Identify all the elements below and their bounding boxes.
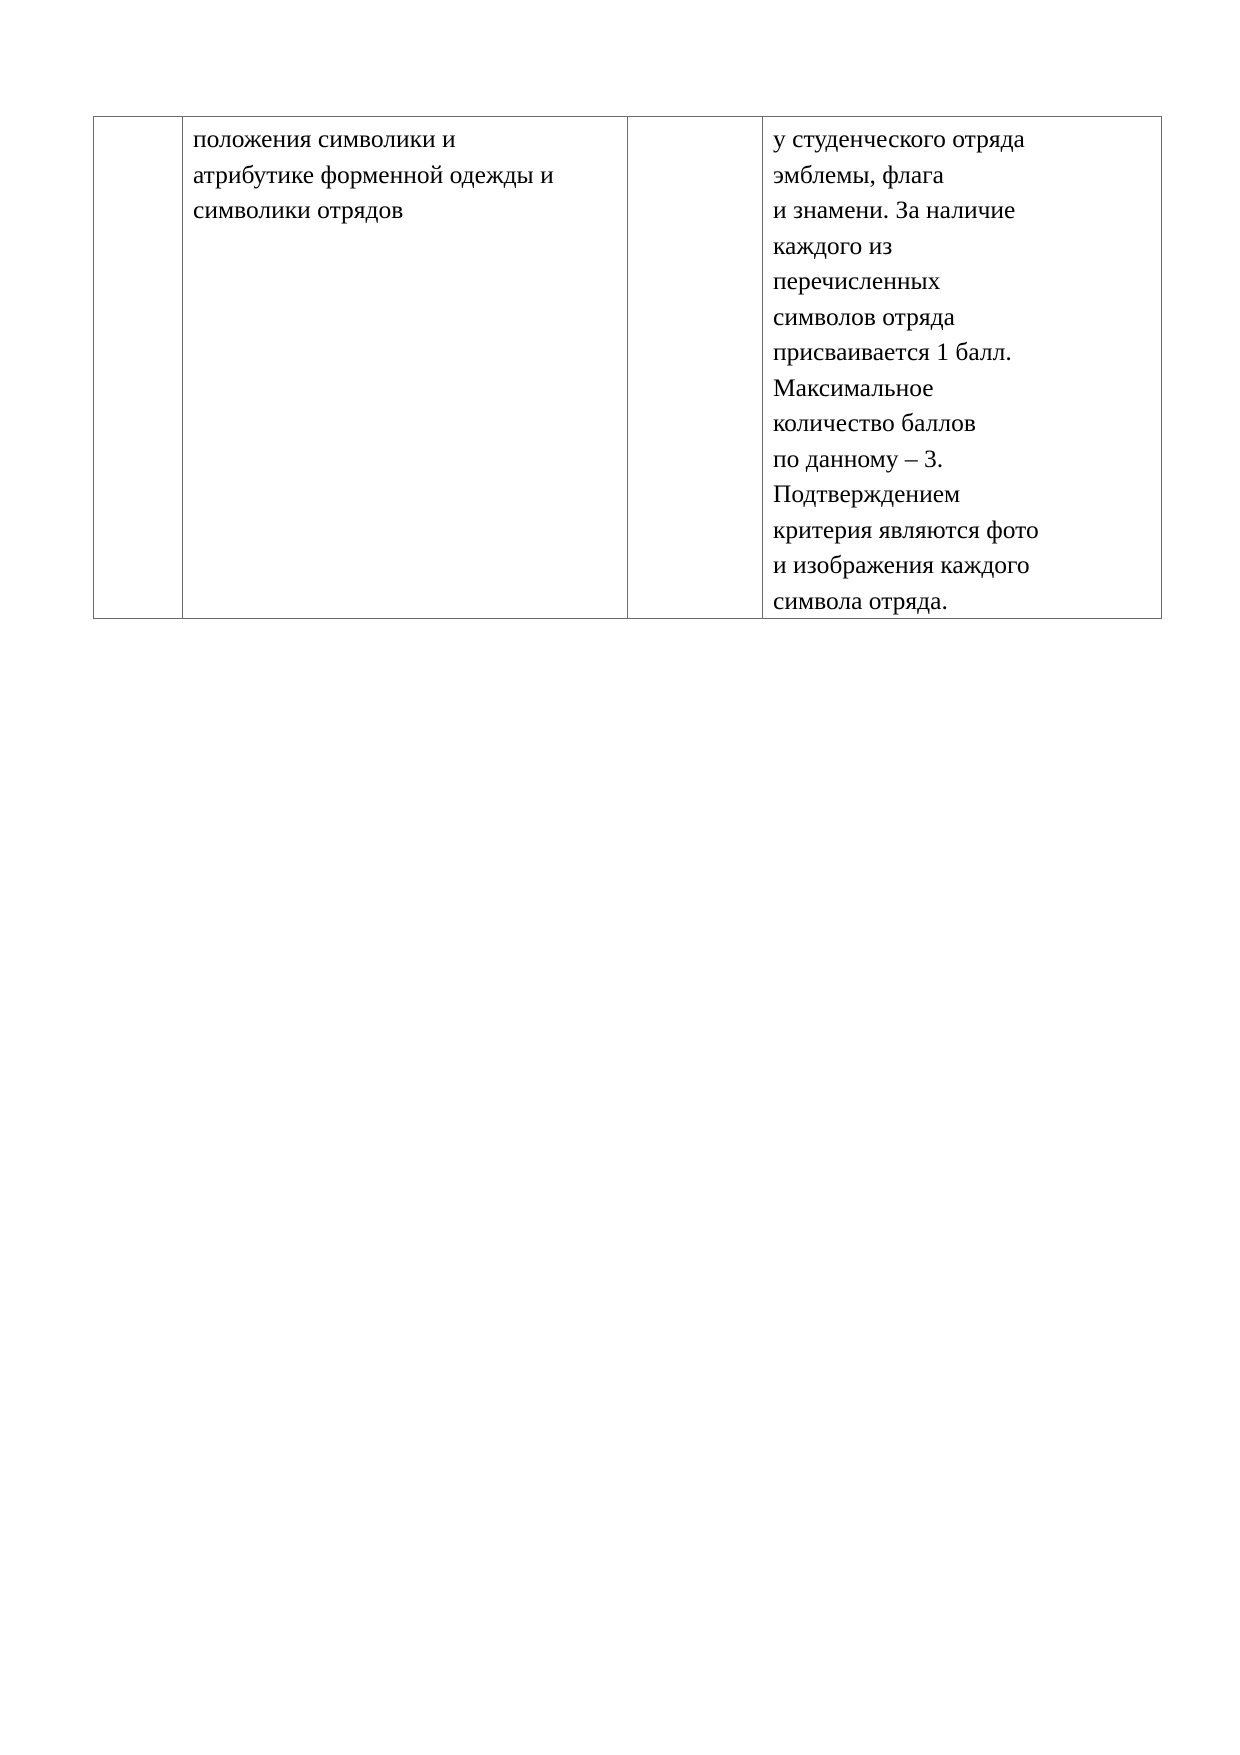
text-line: присваивается 1 балл. <box>773 337 1012 366</box>
text-line: критерия являются фото <box>773 514 1039 544</box>
text-line: символов отряда <box>773 301 955 331</box>
text-line: символа отряда. <box>773 585 948 615</box>
text-line: каждого из <box>773 230 893 260</box>
text-line: положения символики и <box>193 124 456 153</box>
text-line: Максимальное <box>773 372 934 402</box>
text-line: Подтверждением <box>773 479 961 508</box>
text-line: символики отрядов <box>193 195 404 224</box>
text-line: по данному – 3. <box>773 443 944 473</box>
table-row <box>94 117 1162 619</box>
text-line: атрибутике форменной одежды и <box>193 159 554 189</box>
table-cell-criterion <box>183 117 628 619</box>
table-cell-number <box>94 117 183 619</box>
text-line: количество баллов <box>773 408 976 437</box>
table-cell-empty <box>628 117 763 619</box>
table-cell-description <box>763 117 1162 619</box>
text-line: и изображения каждого <box>773 550 1030 579</box>
criteria-table <box>93 116 1162 619</box>
text-line: перечисленных <box>773 266 941 295</box>
text-line: и знамени. За наличие <box>773 195 1016 224</box>
text-line: у студенческого отряда <box>773 124 1025 153</box>
text-line: эмблемы, флага <box>773 159 944 189</box>
